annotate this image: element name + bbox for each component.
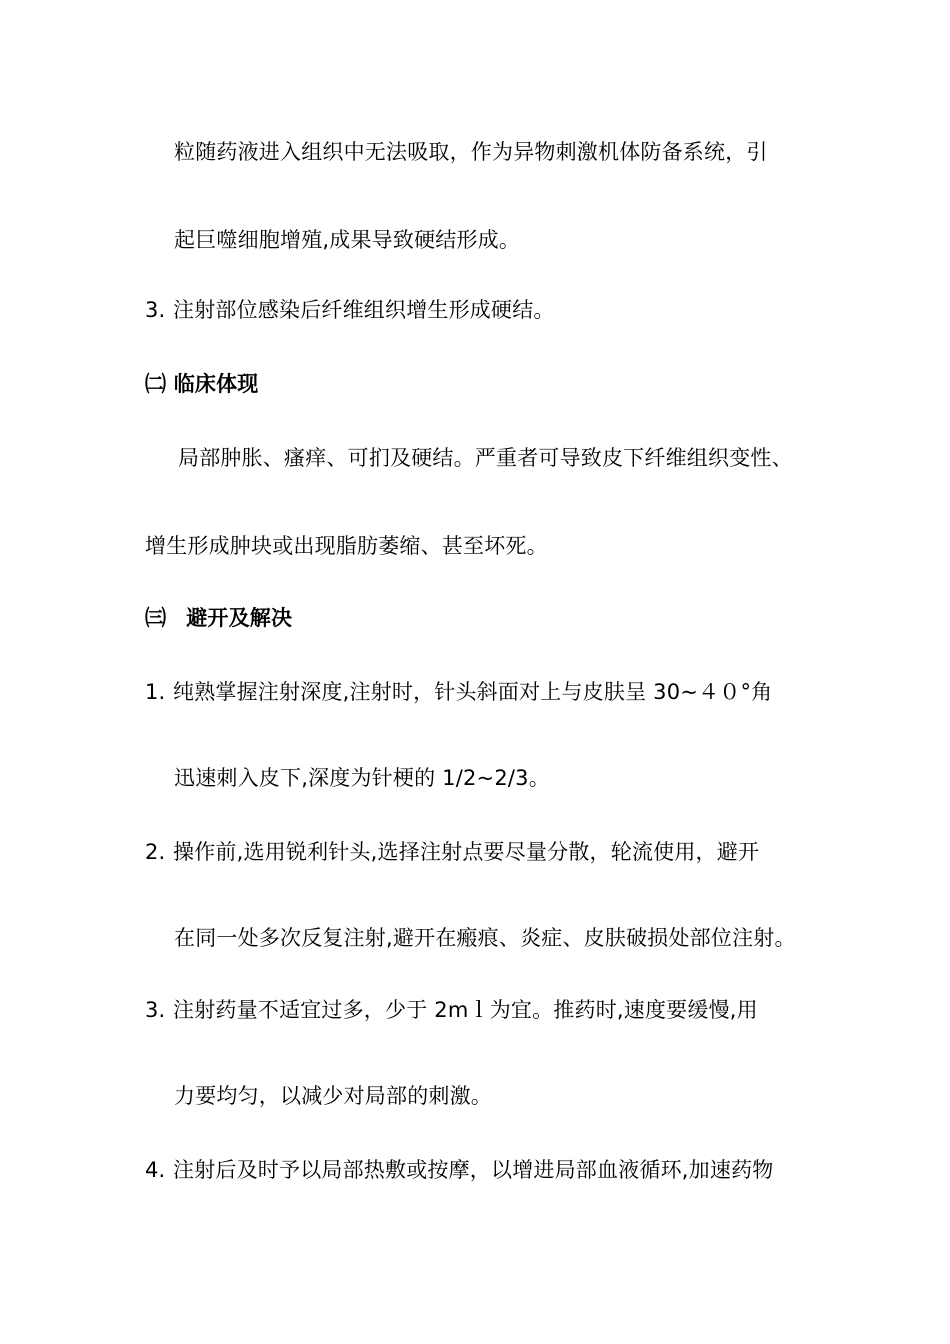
list-number: 2. — [145, 840, 166, 864]
list-number: 3. — [145, 298, 166, 322]
list-item — [145, 678, 772, 706]
list-item — [145, 996, 758, 1024]
list-number: 1. — [145, 680, 166, 704]
list-item-text: 纯熟掌握注射深度,注射时，针头斜面对上与皮肤呈 30~４０°角 — [173, 680, 773, 704]
section-heading — [145, 604, 292, 632]
paragraph-line: 在同一处多次反复注射,避开在瘢痕、炎症、皮肤破损处部位注射。 — [174, 926, 796, 950]
list-number: 3. — [145, 998, 166, 1022]
list-item-text: 注射后及时予以局部热敷或按摩，以增进局部血液循环,加速药物 — [173, 1158, 774, 1182]
list-item — [145, 838, 759, 866]
paragraph-line: 粒随药液进入组织中无法吸取，作为异物刺激机体防备系统，引 — [174, 140, 768, 164]
section-heading: ㈡ 临床体现 — [145, 372, 259, 396]
list-item-text: 注射部位感染后纤维组织增生形成硬结。 — [173, 298, 555, 322]
section-title: 避开及解决 — [186, 606, 293, 630]
list-item-text: 操作前,选用锐利针头,选择注射点要尽量分散，轮流使用，避开 — [173, 840, 760, 864]
list-number: 4. — [145, 1158, 166, 1182]
list-item — [145, 296, 555, 324]
paragraph-line: 力要均匀，以减少对局部的刺激。 — [174, 1084, 492, 1108]
section-marker: ㈢ — [145, 606, 167, 630]
paragraph-line: 迅速刺入皮下,深度为针梗的 1/2~2/3。 — [174, 766, 550, 790]
paragraph-line: 起巨噬细胞增殖,成果导致硬结形成。 — [174, 228, 521, 252]
paragraph-line: 增生形成肿块或出现脂肪萎缩、甚至坏死。 — [145, 534, 548, 558]
list-item — [145, 1156, 773, 1184]
paragraph-line: 局部肿胀、瘙痒、可扪及硬结。严重者可导致皮下纤维组织变性、 — [178, 446, 793, 470]
list-item-text: 注射药量不适宜过多，少于 2mｌ为宜。推药时,速度要缓慢,用 — [173, 998, 758, 1022]
